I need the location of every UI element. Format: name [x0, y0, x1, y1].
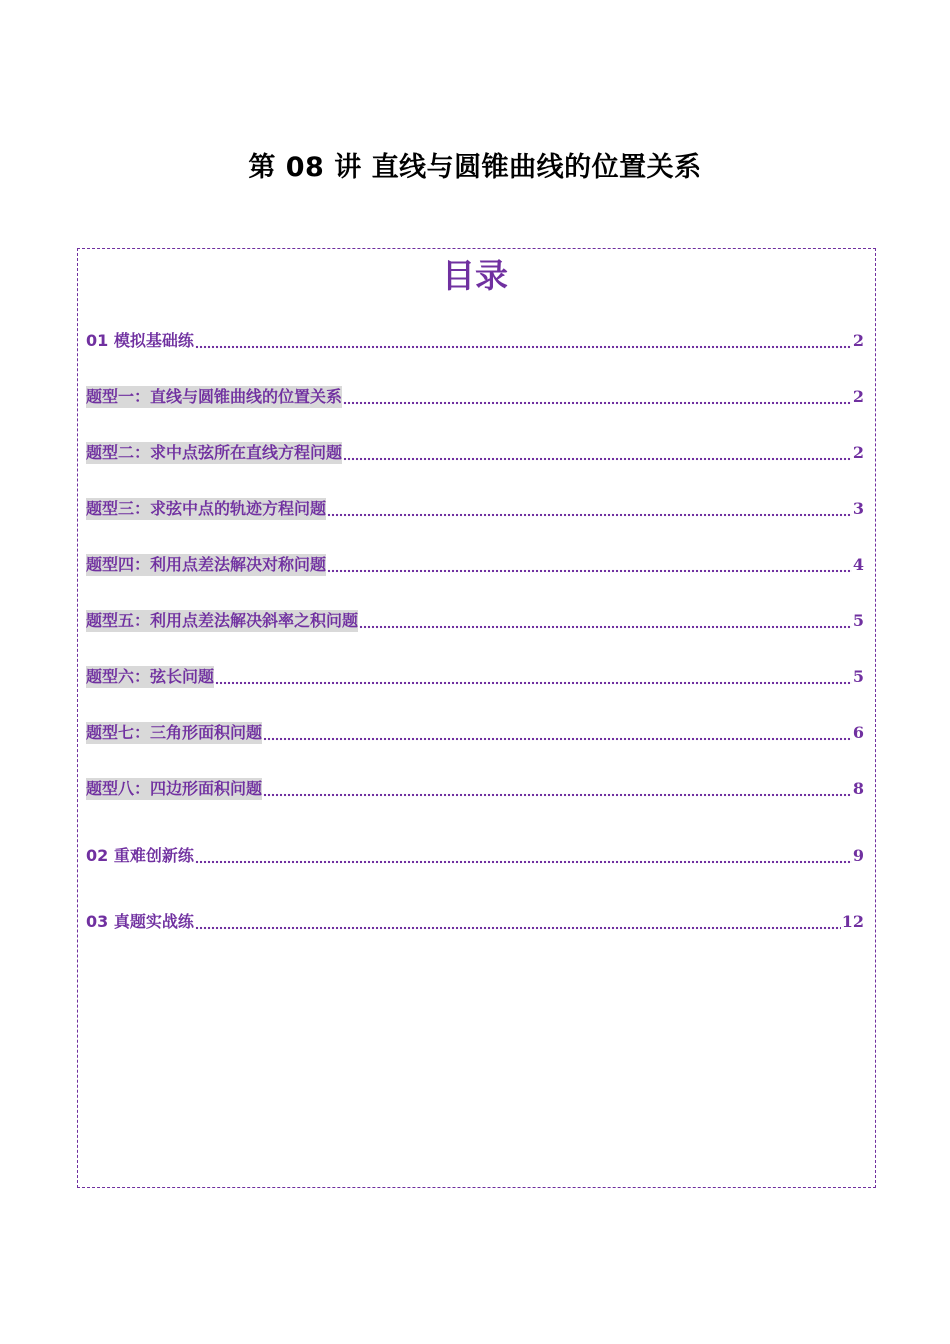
toc-entry-label: 题型七：三角形面积问题 — [86, 723, 263, 742]
toc-entry-type-7[interactable] — [86, 722, 864, 744]
toc-entry-page: 2 — [852, 443, 864, 462]
toc-entry-type-2[interactable] — [86, 442, 864, 464]
document-title: 第 08 讲 直线与圆锥曲线的位置关系 — [248, 152, 702, 183]
toc-entry-label: 03 真题实战练 — [86, 912, 194, 931]
toc-entry-page: 4 — [852, 555, 864, 574]
toc-dot-leader — [263, 778, 852, 800]
toc-entry-type-1[interactable] — [86, 386, 864, 408]
toc-entry-label: 题型六：弦长问题 — [86, 667, 215, 686]
toc-dot-leader — [343, 442, 852, 464]
toc-entry-type-4[interactable] — [86, 554, 864, 576]
toc-entry-page: 2 — [852, 387, 864, 406]
toc-dot-leader — [327, 498, 852, 520]
toc-heading: 目录 — [442, 256, 508, 295]
toc-entry-type-3[interactable] — [86, 498, 864, 520]
toc-entry-type-5[interactable] — [86, 610, 864, 632]
toc-entry-page: 12 — [841, 912, 864, 931]
toc-entry-label: 题型五：利用点差法解决斜率之积问题 — [86, 611, 359, 630]
toc-dot-leader — [359, 610, 852, 632]
toc-dot-leader — [263, 722, 852, 744]
toc-entry-label: 题型三：求弦中点的轨迹方程问题 — [86, 499, 327, 518]
toc-dot-leader — [195, 845, 852, 867]
toc-dot-leader — [327, 554, 852, 576]
toc-dot-leader — [195, 330, 852, 352]
toc-entry-type-8[interactable] — [86, 778, 864, 800]
toc-dot-leader — [195, 911, 841, 933]
toc-entry-page: 9 — [852, 846, 864, 865]
toc-entry-page: 2 — [852, 331, 864, 350]
toc-entry-page: 3 — [852, 499, 864, 518]
toc-entry-label: 题型四：利用点差法解决对称问题 — [86, 555, 327, 574]
toc-entry-page: 8 — [852, 779, 864, 798]
toc-entry-label: 题型二：求中点弦所在直线方程问题 — [86, 443, 343, 462]
toc-entry-section-01[interactable] — [86, 330, 864, 352]
toc-entry-label: 题型八：四边形面积问题 — [86, 779, 263, 798]
toc-entry-label: 01 模拟基础练 — [86, 331, 194, 350]
toc-entry-page: 5 — [852, 667, 864, 686]
toc-entry-page: 6 — [852, 723, 864, 742]
toc-entry-type-6[interactable] — [86, 666, 864, 688]
toc-entry-page: 5 — [852, 611, 864, 630]
toc-dot-leader — [215, 666, 852, 688]
toc-entry-label: 02 重难创新练 — [86, 846, 194, 865]
toc-entry-section-02[interactable] — [86, 845, 864, 867]
toc-dot-leader — [343, 386, 852, 408]
toc-entry-label: 题型一：直线与圆锥曲线的位置关系 — [86, 387, 343, 406]
toc-entry-section-03[interactable] — [86, 911, 864, 933]
